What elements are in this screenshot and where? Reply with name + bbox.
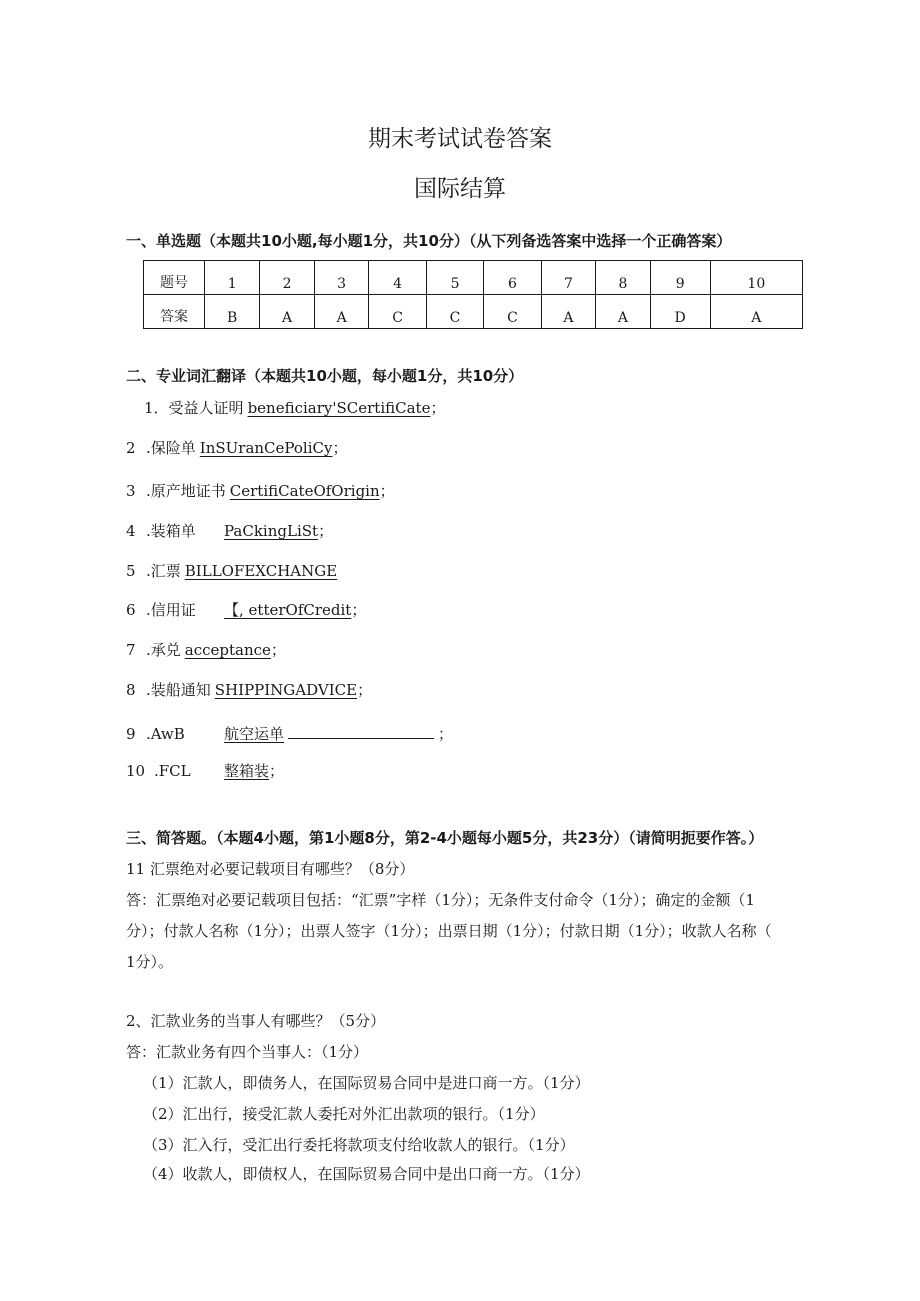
vocab-answer: InSUranCePoliCy <box>199 439 333 457</box>
table-cell-number: 4 <box>369 261 426 295</box>
vocab-end: ； <box>269 762 285 780</box>
section1-heading: 一、单选题（本题共10小题,每小题1分，共10分）（从下列备选答案中选择一个正确答案） <box>126 232 732 250</box>
vocab-answer: beneficiary'SCertifiCate <box>247 399 431 417</box>
section3-heading: 三、简答题。（本题4小题，第1小题8分，第2-4小题每小题5分，共23分）（请简明扼要作答。） <box>126 829 764 847</box>
answer-line: 答：汇票绝对必要记载项目包括：“汇票”字样（1分）；无条件支付命令（1分）；确定的金额（1 <box>126 891 755 909</box>
vocab-end: ； <box>270 641 286 659</box>
vocab-answer: 整箱装 <box>224 762 270 780</box>
question-1: 11 汇票绝对必要记载项目有哪些？（8分） <box>126 860 415 878</box>
table-row-answers <box>144 295 803 329</box>
table-cell-number: 5 <box>426 261 483 295</box>
answer-point: （2）汇出行，接受汇款人委托对外汇出款项的银行。（1分） <box>143 1105 545 1123</box>
table-cell-number: 9 <box>650 261 710 295</box>
vocab-end: ； <box>438 725 454 743</box>
answer-intro: 答：汇款业务有四个当事人：（1分） <box>126 1043 369 1061</box>
vocab-number: 6 <box>126 601 136 619</box>
table-cell-answer: B <box>205 295 260 329</box>
vocab-end: ； <box>379 482 395 500</box>
vocab-number: 1 <box>144 399 154 417</box>
vocab-item <box>126 560 337 581</box>
table-cell-answer: A <box>596 295 651 329</box>
vocab-answer: BILLOFEXCHANGE <box>184 562 338 580</box>
table-cell-answer: C <box>484 295 541 329</box>
table-cell-number: 2 <box>260 261 315 295</box>
section2-heading: 二、专业词汇翻译（本题共10小题，每小题1分，共10分） <box>126 367 524 385</box>
table-cell-answer: A <box>314 295 369 329</box>
vocab-number: 7 <box>126 641 136 659</box>
vocab-item <box>144 397 445 418</box>
table-cell-number: 8 <box>596 261 651 295</box>
table-cell-number: 3 <box>314 261 369 295</box>
vocab-term: .承兑 <box>146 641 181 659</box>
table-cell-answer: A <box>710 295 802 329</box>
vocab-end: ； <box>357 681 373 699</box>
vocab-end: ； <box>318 522 334 540</box>
page-title: 期末考试试卷答案 <box>368 126 552 152</box>
vocab-end: ； <box>332 439 348 457</box>
vocab-term: .装船通知 <box>146 681 211 699</box>
vocab-item <box>126 437 348 458</box>
vocab-term: .AwB <box>146 725 185 743</box>
vocab-term: .信用证 <box>146 601 196 619</box>
question-2: 2、汇款业务的当事人有哪些？（5分） <box>126 1012 386 1030</box>
vocab-end: ； <box>351 601 367 619</box>
vocab-term: .汇票 <box>146 562 181 580</box>
vocab-item <box>126 639 286 660</box>
answer-point: （1）汇款人，即债务人，在国际贸易合同中是进口商一方。（1分） <box>143 1074 590 1092</box>
table-cell-answer: C <box>369 295 426 329</box>
table-cell-answer: A <box>260 295 315 329</box>
vocab-term: .保险单 <box>146 439 196 457</box>
table-cell-number: 6 <box>484 261 541 295</box>
vocab-number: 3 <box>126 482 136 500</box>
vocab-item <box>126 520 333 541</box>
vocab-item <box>126 480 395 501</box>
table-cell-number: 7 <box>541 261 596 295</box>
table-row-numbers <box>144 261 803 295</box>
vocab-number: 8 <box>126 681 136 699</box>
vocab-item <box>126 679 372 700</box>
answer-line: 1分）。 <box>126 953 174 971</box>
answer-blank-line <box>288 724 434 739</box>
vocab-number: 2 <box>126 439 136 457</box>
vocab-number: 5 <box>126 562 136 580</box>
vocab-term: ．受益人证明 <box>153 399 244 417</box>
vocab-answer: CertifiCateOfOrigin <box>229 482 380 500</box>
vocab-answer: acceptance <box>184 641 271 659</box>
vocab-answer: PaCkingLiSt <box>224 522 319 540</box>
row-label-number: 题号 <box>144 261 205 295</box>
vocab-end: ； <box>430 399 446 417</box>
table-cell-answer: D <box>650 295 710 329</box>
vocab-number: 10 <box>126 762 146 780</box>
vocab-number: 9 <box>126 725 136 743</box>
table-cell-answer: A <box>541 295 596 329</box>
table-cell-number: 1 <box>205 261 260 295</box>
vocab-answer: 航空运单 <box>224 725 285 743</box>
row-label-answer: 答案 <box>144 295 205 329</box>
page-subtitle: 国际结算 <box>414 176 506 202</box>
vocab-number: 4 <box>126 522 136 540</box>
vocab-answer: 【, etterOfCredit <box>224 601 352 619</box>
table-cell-number: 10 <box>710 261 802 295</box>
vocab-item <box>126 760 284 781</box>
vocab-term: .装箱单 <box>146 522 196 540</box>
answer-point: （4）收款人，即债权人，在国际贸易合同中是出口商一方。（1分） <box>143 1165 590 1183</box>
vocab-term: .FCL <box>154 762 191 780</box>
vocab-item <box>126 599 366 620</box>
vocab-answer: SHIPPINGADVICE <box>214 681 358 699</box>
table-cell-answer: C <box>426 295 483 329</box>
answer-point: （3）汇入行，受汇出行委托将款项支付给收款人的银行。（1分） <box>143 1136 575 1154</box>
vocab-item <box>126 723 453 744</box>
vocab-term: .原产地证书 <box>146 482 226 500</box>
answer-line: 分）；付款人名称（1分）；出票人签字（1分）；出票日期（1分）；付款日期（1分）；收款人名称（ <box>126 922 772 940</box>
answer-table <box>143 260 803 329</box>
